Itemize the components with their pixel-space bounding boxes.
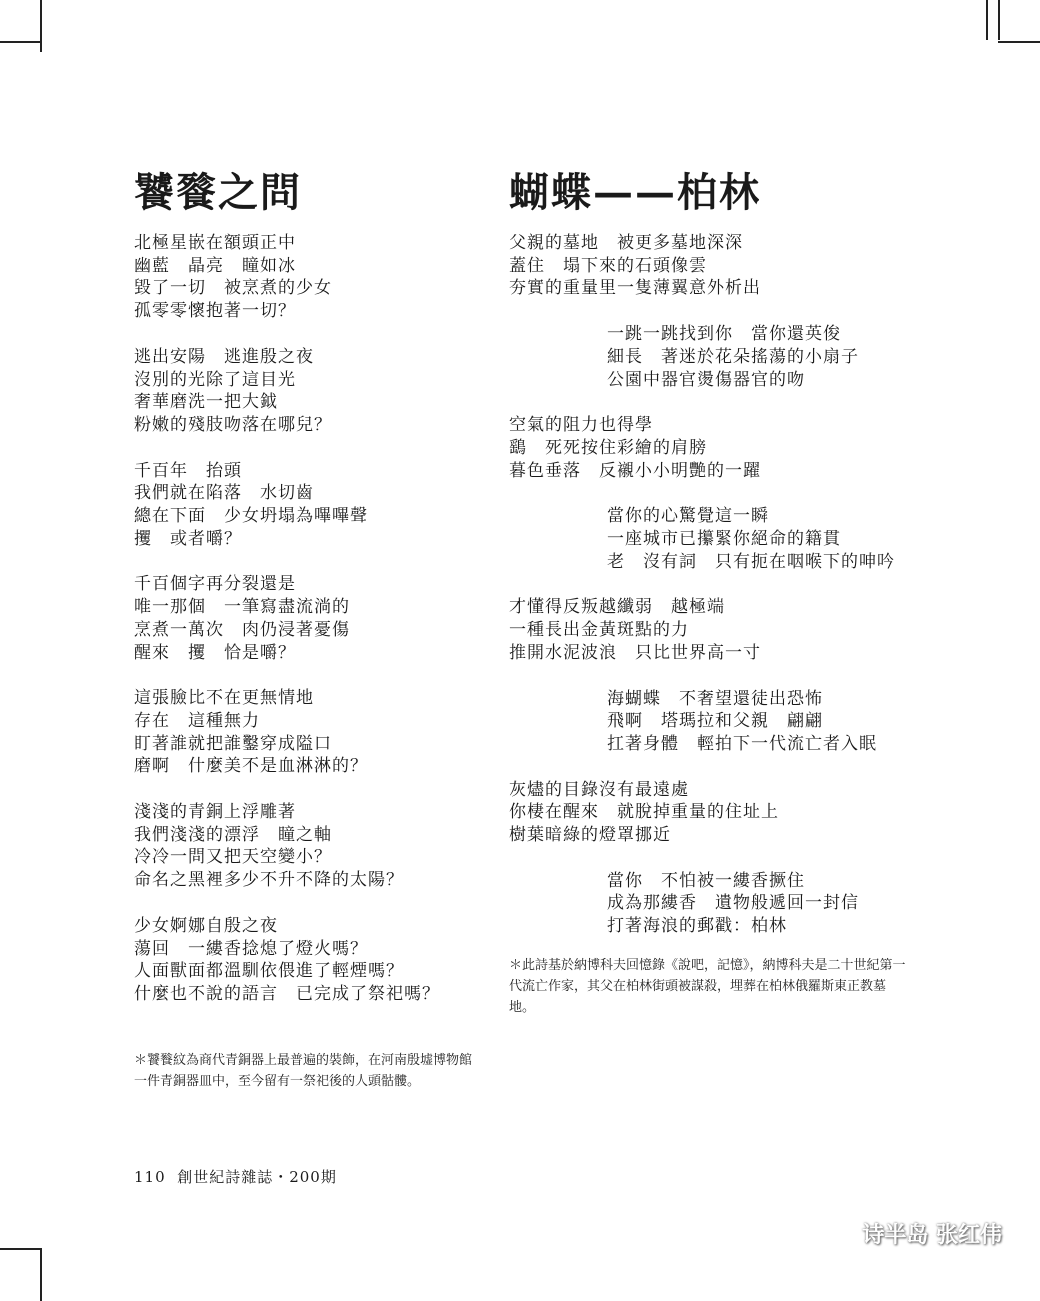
poem-line: 淺淺的青銅上浮雕著 — [134, 802, 296, 823]
journal-name: 創世紀詩雜誌・200期 — [177, 1168, 337, 1186]
poem-line: 千百個字再分裂還是 — [134, 574, 296, 595]
poem-line: 你棲在醒來 就脫掉重量的住址上 — [509, 802, 779, 823]
poem-line: 盯著誰就把誰鑿穿成隘口 — [134, 733, 332, 754]
poem-line: 灰燼的目錄沒有最遠處 — [509, 779, 689, 800]
poem-line: 總在下面 少女坍塌為嗶嗶聲 — [134, 506, 368, 527]
poem-line: 冷冷一問又把天空變小？ — [134, 847, 332, 868]
poem-line: 唯一那個 一筆寫盡流淌的 — [134, 597, 350, 618]
poem-line: 這張臉比不在更無情地 — [134, 688, 314, 709]
poem-line: 奢華磨洗一把大鉞 — [134, 392, 278, 413]
crop-mark — [0, 1248, 42, 1250]
poem-line: 毀了一切 被烹煮的少女 — [134, 278, 332, 299]
stanza — [134, 232, 494, 323]
page-footer — [134, 1166, 337, 1187]
poem-line: 暮色垂落 反襯小小明艷的一躍 — [509, 460, 761, 481]
page-number: 110 — [134, 1168, 166, 1186]
poem-line: 逃出安陽 逃進殷之夜 — [134, 346, 314, 367]
poem-line: 千百年 抬頭 — [134, 460, 242, 481]
poem-title: 饕餮之問 — [134, 169, 302, 216]
stanza — [134, 573, 494, 664]
poem-line: 人面獸面都溫馴依偎進了輕煙嗎？ — [134, 961, 404, 982]
stanza — [134, 460, 494, 551]
stanza — [509, 779, 929, 847]
poem-line: 攫 或者嚼？ — [134, 528, 242, 549]
poem-line: 夯實的重量里一隻薄翼意外析出 — [509, 278, 761, 299]
poem-line: 少女婀娜自殷之夜 — [134, 915, 278, 936]
crop-mark — [40, 1250, 42, 1301]
poem-line: 我們就在陷落 水切齒 — [134, 483, 314, 504]
stanza — [509, 414, 929, 482]
poem-line: 烹煮一萬次 肉仍浸著憂傷 — [134, 619, 350, 640]
poem-line: 北極星嵌在額頭正中 — [134, 233, 296, 253]
poem-line: 命名之黑裡多少不升不降的太陽？ — [134, 870, 404, 891]
poem-line: 存在 這種無力 — [134, 710, 260, 731]
poem-line: 蕩回 一縷香捻熄了燈火嗎？ — [134, 938, 368, 959]
poem-line: 鷂 死死按住彩繪的肩膀 — [509, 437, 707, 458]
left-poem — [134, 168, 494, 1092]
watermark — [820, 1218, 1002, 1249]
stanza — [134, 915, 494, 1006]
poem-line: 沒別的光除了這目光 — [134, 369, 296, 390]
poem-line: 扛著身體 輕拍下一代流亡者入眠 — [607, 733, 877, 754]
poem-line: 幽藍 晶亮 瞳如冰 — [134, 255, 296, 276]
poem-line: 蓋住 塌下來的石頭像雲 — [509, 255, 707, 276]
footnote: ＊饕餮紋為商代青銅器上最普遍的裝飾，在河南殷墟博物館一件青銅器皿中，至今留有一祭祀後的人頭骷髏。 — [134, 1052, 473, 1089]
poem-line: 推開水泥波浪 只比世界高一寸 — [509, 642, 761, 663]
poem-line: 老 沒有詞 只有扼在咽喉下的呻吟 — [607, 551, 895, 572]
poem-line: 樹葉暗綠的燈罩挪近 — [509, 825, 671, 846]
poem-line: 才懂得反叛越纖弱 越極端 — [509, 597, 725, 618]
footnote: ＊此詩基於納博科夫回憶錄《說吧，記憶》，納博科夫是二十世紀第一代流亡作家，其父在柏林街頭被謀殺，埋葬在柏林俄羅斯東正教墓地。 — [509, 957, 906, 1015]
stanza — [509, 688, 929, 756]
crop-mark — [998, 41, 1040, 43]
poem-line: 空氣的阻力也得學 — [509, 415, 653, 436]
stanza — [509, 232, 929, 300]
wechat-icon — [820, 1220, 854, 1248]
poem-line: 一座城市已攥緊你絕命的籍貫 — [607, 529, 841, 550]
stanza — [134, 346, 494, 437]
poem-line: 父親的墓地 被更多墓地深深 — [509, 233, 743, 253]
poem-line: 磨啊 什麼美不是血淋淋的？ — [134, 756, 368, 777]
right-poem — [509, 168, 929, 1018]
stanza — [134, 687, 494, 778]
stanza — [509, 323, 929, 391]
poem-body — [509, 232, 929, 938]
poem-line: 成為那縷香 遺物般遞回一封信 — [607, 893, 859, 914]
stanza — [509, 505, 929, 573]
crop-mark — [0, 41, 42, 43]
poem-line: 公園中器官燙傷器官的吻 — [607, 369, 805, 390]
stanza — [509, 596, 929, 664]
poem-line: 一種長出金黃斑點的力 — [509, 620, 689, 641]
stanza — [134, 801, 494, 892]
watermark-text: 诗半岛 张红伟 — [862, 1223, 1002, 1248]
poem-body — [134, 232, 494, 1006]
poem-line: 醒來 攫 恰是嚼？ — [134, 642, 296, 663]
poem-line: 我們淺淺的漂浮 瞳之軸 — [134, 824, 332, 845]
crop-mark — [998, 0, 1000, 40]
poem-line: 當你的心驚覺這一瞬 — [607, 506, 769, 527]
poem-title: 蝴蝶——柏林 — [509, 169, 761, 216]
poem-line: 什麼也不說的語言 已完成了祭祀嗎？ — [134, 983, 440, 1004]
poem-line: 海蝴蝶 不奢望還徒出恐怖 — [607, 688, 823, 709]
poem-line: 打著海浪的郵戳：柏林 — [607, 916, 787, 937]
poem-line: 孤零零懷抱著一切？ — [134, 301, 296, 322]
poem-line: 粉嫩的殘肢吻落在哪兒？ — [134, 414, 332, 435]
crop-mark — [40, 0, 42, 52]
poem-line: 細長 著迷於花朵搖蕩的小扇子 — [607, 346, 859, 367]
poem-line: 當你 不怕被一縷香撅住 — [607, 870, 805, 891]
poem-line: 飛啊 塔瑪拉和父親 翩翩 — [607, 711, 823, 732]
poem-line: 一跳一跳找到你 當你還英俊 — [607, 324, 841, 345]
crop-mark — [986, 0, 988, 40]
stanza — [509, 870, 929, 938]
